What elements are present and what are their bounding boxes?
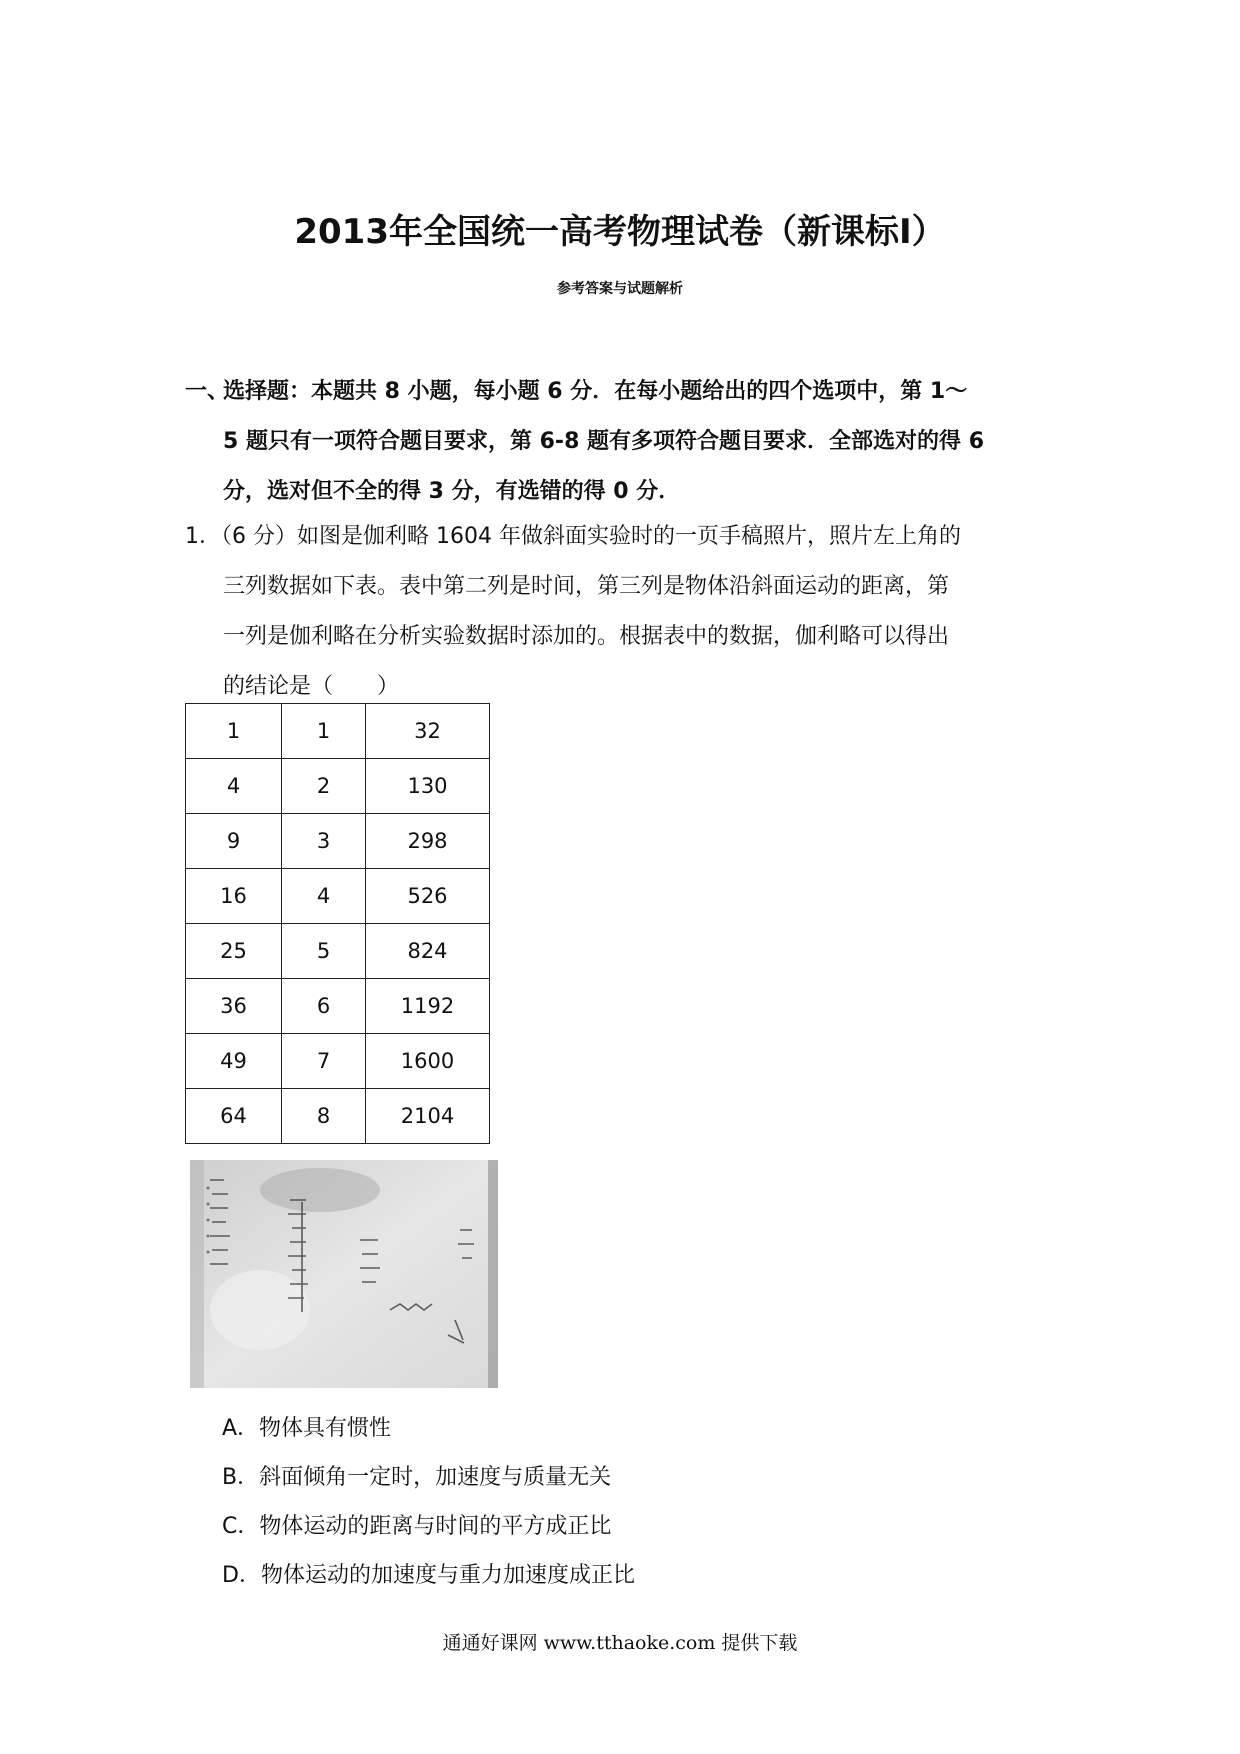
page-title: 2013年全国统一高考物理试卷（新课标Ⅰ） xyxy=(294,212,946,252)
question-line-4: 的结论是（ ） xyxy=(223,674,400,699)
table-row xyxy=(186,979,490,1034)
table-cell: 2104 xyxy=(366,1089,490,1144)
section-line-3: 分，选对但不全的得 3 分，有选错的得 0 分． xyxy=(223,479,681,504)
option-d[interactable]: D．物体运动的加速度与重力加速度成正比 xyxy=(222,1563,635,1588)
table-cell: 1600 xyxy=(366,1034,490,1089)
table-cell: 4 xyxy=(186,759,282,814)
table-cell: 8 xyxy=(282,1089,366,1144)
question-1-stem xyxy=(185,512,1065,712)
section-number: 一、 xyxy=(185,379,230,404)
table-cell: 1192 xyxy=(366,979,490,1034)
table-cell: 64 xyxy=(186,1089,282,1144)
table-cell: 2 xyxy=(282,759,366,814)
question-line-1: 1．（6 分）如图是伽利略 1604 年做斜面实验时的一页手稿照片，照片左上角的 xyxy=(185,524,961,549)
table-cell: 16 xyxy=(186,869,282,924)
table-cell: 9 xyxy=(186,814,282,869)
answer-options xyxy=(222,1404,635,1600)
table-row xyxy=(186,704,490,759)
option-b[interactable]: B．斜面倾角一定时，加速度与质量无关 xyxy=(222,1465,612,1490)
table-cell: 298 xyxy=(366,814,490,869)
table-cell: 6 xyxy=(282,979,366,1034)
footer-text: 通通好课网 www.tthaoke.com 提供下载 xyxy=(442,1632,798,1654)
table-cell: 36 xyxy=(186,979,282,1034)
table-cell: 32 xyxy=(366,704,490,759)
section-heading xyxy=(185,367,1065,517)
question-line-3: 一列是伽利略在分析实验数据时添加的。根据表中的数据，伽利略可以得出 xyxy=(223,624,950,649)
table-cell: 1 xyxy=(186,704,282,759)
galileo-data-table xyxy=(185,703,490,1144)
table-cell: 5 xyxy=(282,924,366,979)
table-row xyxy=(186,924,490,979)
table-cell: 25 xyxy=(186,924,282,979)
table-cell: 4 xyxy=(282,869,366,924)
page-subtitle: 参考答案与试题解析 xyxy=(557,281,683,297)
table-cell: 3 xyxy=(282,814,366,869)
option-a[interactable]: A．物体具有惯性 xyxy=(222,1416,392,1441)
section-line-1: 选择题：本题共 8 小题，每小题 6 分．在每小题给出的四个选项中，第 1～ xyxy=(223,379,968,404)
question-line-2: 三列数据如下表。表中第二列是时间，第三列是物体沿斜面运动的距离，第 xyxy=(223,574,950,599)
section-line-2: 5 题只有一项符合题目要求，第 6-8 题有多项符合题目要求．全部选对的得 6 xyxy=(223,429,985,454)
manuscript-photo xyxy=(190,1160,498,1388)
table-cell: 1 xyxy=(282,704,366,759)
table-row xyxy=(186,814,490,869)
table-row xyxy=(186,869,490,924)
table-row xyxy=(186,1089,490,1144)
table-row xyxy=(186,759,490,814)
table-cell: 49 xyxy=(186,1034,282,1089)
table-cell: 526 xyxy=(366,869,490,924)
table-row xyxy=(186,1034,490,1089)
table-cell: 7 xyxy=(282,1034,366,1089)
table-cell: 824 xyxy=(366,924,490,979)
table-cell: 130 xyxy=(366,759,490,814)
option-c[interactable]: C．物体运动的距离与时间的平方成正比 xyxy=(222,1514,612,1539)
